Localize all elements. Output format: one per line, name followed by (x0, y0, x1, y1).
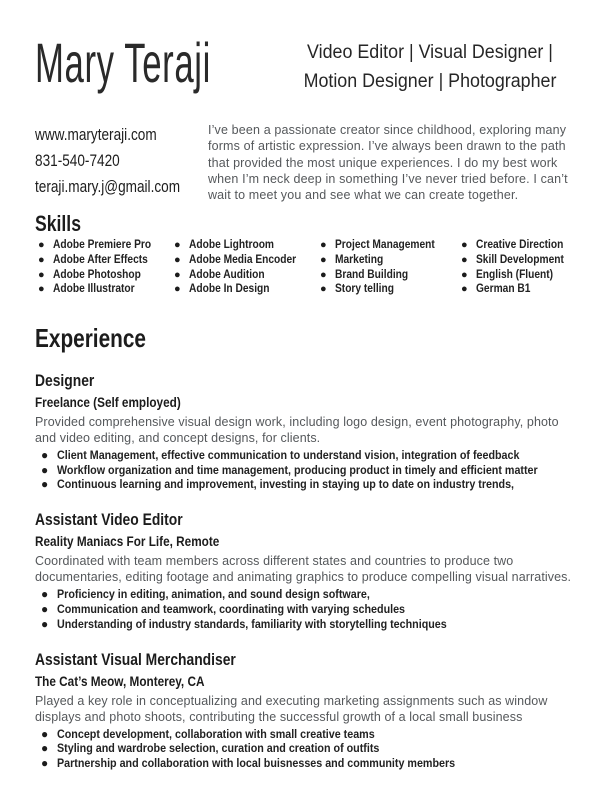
job-title: Assistant Video Editor (35, 511, 183, 530)
bullet-icon: ● (41, 447, 49, 462)
skill-label: Adobe Audition (189, 267, 265, 281)
bullet-icon: ● (41, 726, 49, 741)
skill-item (317, 268, 458, 283)
skill-item (458, 253, 577, 268)
job-bullet-text: Concept development, collaboration with small creative teams (57, 726, 375, 741)
job-title: Designer (35, 371, 95, 390)
skill-item (171, 238, 317, 253)
job-entry-assistant-video-editor (35, 511, 577, 631)
skill-item (317, 238, 458, 253)
job-bullet-text: Proficiency in editing, animation, and sound design software, (57, 587, 370, 602)
bullet-icon: ● (174, 239, 181, 252)
skill-label: Adobe After Effects (53, 253, 148, 267)
bullet-icon: ● (174, 283, 181, 296)
person-name: Mary Teraji (35, 31, 211, 94)
job-bullet (35, 448, 577, 463)
skill-item (317, 282, 458, 297)
job-bullet-list (35, 587, 577, 631)
job-entry-designer (35, 372, 577, 492)
skills-column-2 (171, 238, 317, 296)
job-bullet (35, 587, 577, 602)
bullet-icon: ● (461, 239, 468, 252)
skill-item (35, 282, 171, 297)
summary-text: I’ve been a passionate creator since childhood, exploring many forms of artistic expression. I’ve always been drawn to the path that provided the most unique experiences. I do my best work when I’m neck deep in something I’ve never tried before. I can’t wait to meet you and see what we can create together. (208, 123, 568, 203)
job-bullet-text: Client Management, effective communication to understand vision, integration of feedback (57, 447, 520, 462)
bullet-icon: ● (320, 283, 327, 296)
job-bullet-text: Workflow organization and time management, producing product in timely and efficient matter (57, 462, 538, 477)
skill-label: Adobe In Design (189, 282, 270, 296)
bullet-icon: ● (41, 741, 49, 756)
skill-label: Project Management (335, 238, 435, 252)
skill-label: German B1 (476, 282, 531, 296)
skill-item (35, 268, 171, 283)
contact-website: www.maryteraji.com (35, 125, 157, 144)
job-tagline: Video Editor | Visual Designer | Motion Designer | Photographer (303, 42, 557, 92)
job-bullet-text: Continuous learning and improvement, investing in staying up to date on industry trends, (57, 477, 515, 492)
job-bullet-text: Communication and teamwork, coordinating with varying schedules (57, 602, 406, 617)
bullet-icon: ● (320, 254, 327, 267)
job-company: Reality Maniacs For Life, Remote (35, 533, 220, 550)
skill-label: Marketing (335, 253, 384, 267)
bullet-icon: ● (38, 239, 45, 252)
skill-label: Brand Building (335, 267, 409, 281)
skill-item (458, 282, 577, 297)
contact-lines (35, 122, 181, 200)
contact-block (35, 122, 208, 203)
bullet-icon: ● (38, 254, 45, 267)
skill-item (171, 253, 317, 268)
job-bullet (35, 602, 577, 617)
skill-label: Skill Development (476, 253, 564, 267)
bullet-icon: ● (461, 268, 468, 281)
bullet-icon: ● (174, 268, 181, 281)
intro-row (35, 122, 577, 203)
job-bullet (35, 727, 577, 742)
job-bullet (35, 741, 577, 756)
job-bullet (35, 463, 577, 478)
job-company: Freelance (Self employed) (35, 393, 181, 410)
skill-item (458, 268, 577, 283)
job-company: The Cat’s Meow, Monterey, CA (35, 672, 205, 689)
contact-email: teraji.mary.j@gmail.com (35, 177, 181, 196)
experience-heading: Experience (35, 322, 146, 353)
job-description: Coordinated with team members across different states and countries to produce two documentaries, editing footage and animating graphics to produce compelling visual narratives. (35, 554, 572, 585)
job-bullet-list (35, 727, 577, 771)
skill-item (171, 282, 317, 297)
skill-label: Adobe Lightroom (189, 238, 275, 252)
skill-item (317, 253, 458, 268)
skill-label: Story telling (335, 282, 394, 296)
job-bullet-list (35, 448, 577, 492)
job-bullet-text: Partnership and collaboration with local buisnesses and community members (57, 756, 456, 771)
name-block (35, 30, 283, 96)
job-description: Provided comprehensive visual design work, including logo design, event photography, photo and video editing, and concept designs, for clients. (35, 414, 559, 445)
bullet-icon: ● (461, 254, 468, 267)
skill-label: Adobe Media Encoder (189, 253, 297, 267)
bullet-icon: ● (41, 756, 49, 771)
job-bullet-text: Understanding of industry standards, familiarity with storytelling techniques (57, 616, 447, 631)
bullet-icon: ● (174, 254, 181, 267)
skill-item (171, 268, 317, 283)
job-title: Assistant Visual Merchandiser (35, 650, 236, 669)
skill-label: Adobe Illustrator (53, 282, 135, 296)
bullet-icon: ● (41, 477, 49, 492)
job-bullet-text: Styling and wardrobe selection, curation and creation of outfits (57, 741, 380, 756)
bullet-icon: ● (41, 587, 49, 602)
skills-grid (35, 238, 577, 296)
skill-item (35, 238, 171, 253)
skill-label: Adobe Premiere Pro (53, 238, 152, 252)
contact-phone: 831-540-7420 (35, 151, 120, 170)
skill-label: English (Fluent) (476, 267, 554, 281)
skill-label: Adobe Photoshop (53, 267, 141, 281)
skills-column-3 (317, 238, 458, 296)
bullet-icon: ● (320, 239, 327, 252)
job-description: Played a key role in conceptualizing and executing marketing assignments such as window displays and photo shoots, contributing the successful growth of a local small business (35, 693, 548, 724)
skill-label: Creative Direction (476, 238, 564, 252)
job-bullet (35, 617, 577, 632)
skills-heading: Skills (35, 211, 81, 237)
bullet-icon: ● (41, 462, 49, 477)
bullet-icon: ● (461, 283, 468, 296)
skill-item (35, 253, 171, 268)
skill-item (458, 238, 577, 253)
skills-column-4 (458, 238, 577, 296)
job-bullet (35, 477, 577, 492)
skills-column-1 (35, 238, 171, 296)
bullet-icon: ● (38, 268, 45, 281)
job-bullet (35, 756, 577, 771)
bullet-icon: ● (41, 616, 49, 631)
job-entry-assistant-visual-merchandiser (35, 651, 577, 771)
header (35, 30, 577, 96)
bullet-icon: ● (320, 268, 327, 281)
bullet-icon: ● (38, 283, 45, 296)
bullet-icon: ● (41, 602, 49, 617)
